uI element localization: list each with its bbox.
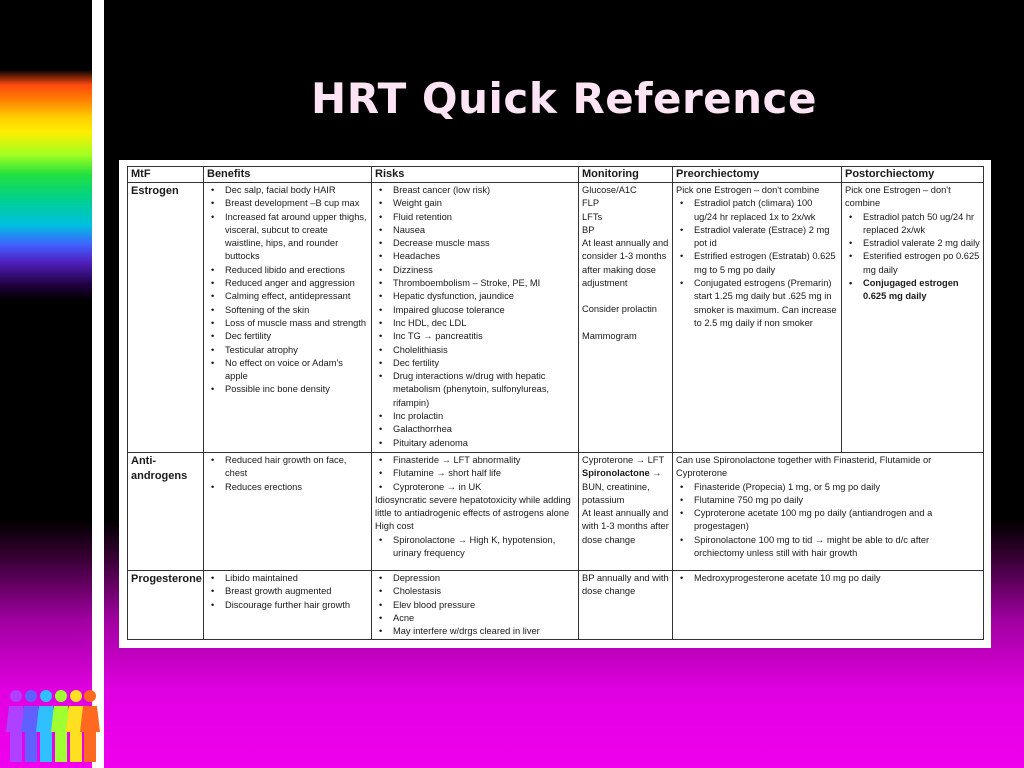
header-preorchiectomy: Preorchiectomy <box>673 167 842 183</box>
list-item: • Libido maintained <box>207 572 368 585</box>
list-item: • Esterified estrogen po 0.625 mg daily <box>845 250 980 277</box>
estrogen-postorchiectomy <box>842 183 984 453</box>
spacer <box>582 290 669 303</box>
row-label-progesterone: Progesterone <box>128 571 204 640</box>
monitoring-line: At least annually and with 1-3 months after dose change <box>582 508 669 545</box>
estrogen-benefits <box>204 183 372 453</box>
list-item: • Discourage further hair growth <box>207 599 368 612</box>
monitoring-line: Mammogram <box>582 330 637 341</box>
list-item: • Dec fertility <box>375 357 575 370</box>
list-item: • Finasteride (Propecia) 1 mg, or 5 mg po daily <box>676 481 980 494</box>
list-item: • Estradiol valerate (Estrace) 2 mg pot id <box>676 224 838 251</box>
anti-androgens-risks <box>372 453 579 571</box>
list-item: • Estradiol valerate 2 mg daily <box>845 237 980 250</box>
anti-androgens-risks-list <box>375 454 575 494</box>
risk-note: High cost <box>375 521 414 532</box>
progesterone-benefits-list <box>207 572 368 612</box>
monitoring-line: Glucose/A1C <box>582 185 637 195</box>
list-item: • Decrease muscle mass <box>375 237 575 250</box>
estrogen-post-list <box>845 211 980 304</box>
progesterone-pre-list <box>676 572 980 585</box>
list-item: • Calming effect, antidepressant <box>207 290 368 303</box>
list-item: • Cholelithiasis <box>375 344 575 357</box>
list-item: • Cyproterone → in UK <box>375 481 575 494</box>
monitoring-line: Spironolactone → <box>582 468 662 479</box>
header-risks: Risks <box>372 167 579 183</box>
list-item: • Dizziness <box>375 264 575 277</box>
rainbow-strip <box>0 0 92 768</box>
reference-table <box>127 166 984 640</box>
list-item: • Drug interactions w/drug with hepatic metabolism (phenytoin, sulfonylureas, rifampin) <box>375 370 575 410</box>
list-item: • Nausea <box>375 224 575 237</box>
spacer <box>582 317 669 330</box>
anti-androgens-risks-list-2 <box>375 534 575 561</box>
header-benefits: Benefits <box>204 167 372 183</box>
list-item: • Testicular atrophy <box>207 344 368 357</box>
list-item: • Estradiol patch 50 ug/24 hr replaced 2x/wk <box>845 211 980 238</box>
risk-note: Idiosyncratic severe hepatotoxicity while adding little to antiadrogenic effects of astrogens alone <box>375 494 571 519</box>
estrogen-risks <box>372 183 579 453</box>
list-item: • Softening of the skin <box>207 304 368 317</box>
list-item: • Reduced libido and erections <box>207 264 368 277</box>
progesterone-risks-list <box>375 572 575 638</box>
list-item: • Inc TG → pancreatitis <box>375 330 575 343</box>
table-row-progesterone <box>128 571 984 640</box>
table-header-row <box>128 167 984 183</box>
monitoring-line: FLP <box>582 198 600 209</box>
list-item: • Breast cancer (low risk) <box>375 184 575 197</box>
list-item: • Acne <box>375 612 575 625</box>
anti-androgens-benefits <box>204 453 372 571</box>
anti-androgens-intro: Can use Spironolactone together with Finasterid, Flutamide or Cyproterone <box>676 455 932 479</box>
monitoring-line: LFTs <box>582 211 603 222</box>
estrogen-pre-list <box>676 197 838 330</box>
list-item: • Reduced anger and aggression <box>207 277 368 290</box>
list-item: • Dec salp, facial body HAIR <box>207 184 368 197</box>
list-item: • Dec fertility <box>207 330 368 343</box>
list-item: • No effect on voice or Adam's apple <box>207 357 368 384</box>
list-item: • Impaired glucose tolerance <box>375 304 575 317</box>
list-item: • Spironolactone 100 mg to tid → might be able to d/c after orchiectomy unless still with hair growth <box>676 534 980 561</box>
slide-title: HRT Quick Reference <box>311 74 817 123</box>
list-item: • Fluid retention <box>375 211 575 224</box>
monitoring-line: At least annually and consider 1-3 months after making dose adjustment <box>582 238 669 289</box>
list-item: • Inc prolactin <box>375 410 575 423</box>
estrogen-benefits-list <box>207 184 368 397</box>
list-item: • Medroxyprogesterone acetate 10 mg po daily <box>676 572 980 585</box>
list-item: • Depression <box>375 572 575 585</box>
anti-androgens-benefits-list <box>207 454 368 494</box>
header-mtf: MtF <box>128 167 204 183</box>
list-item: • Finasteride → LFT abnormality <box>375 454 575 467</box>
preorchiectomy-intro: Pick one Estrogen – don't combine <box>676 185 820 195</box>
table-row-anti-androgens <box>128 453 984 571</box>
list-item: • Elev blood pressure <box>375 599 575 612</box>
list-item: • Breast growth augmented <box>207 585 368 598</box>
anti-androgens-pre-list <box>676 481 980 561</box>
list-item: • Weight gain <box>375 197 575 210</box>
row-label-estrogen: Estrogen <box>128 183 204 453</box>
list-item: • Increased fat around upper thighs, visceral, subcut to create waistline, hips, and rounder buttocks <box>207 211 368 264</box>
white-divider <box>92 0 104 768</box>
postorchiectomy-intro: Pick one Estrogen – don't combine <box>845 185 951 209</box>
list-item: • Reduces erections <box>207 481 368 494</box>
header-postorchiectomy: Postorchiectomy <box>842 167 984 183</box>
list-item: • Flutamine 750 mg po daily <box>676 494 980 507</box>
monitoring-line: BP <box>582 224 595 235</box>
reference-table-container <box>119 160 991 648</box>
anti-androgens-orchiectomy <box>673 453 984 571</box>
list-item: • Estradiol patch (climara) 100 ug/24 hr replaced 1x to 2x/wk <box>676 197 838 224</box>
anti-androgens-monitoring <box>579 453 673 571</box>
list-item: • Cholestasis <box>375 585 575 598</box>
monitoring-line: BUN, creatinine, potassium <box>582 481 650 505</box>
list-item: • May interfere w/drgs cleared in liver <box>375 625 575 638</box>
monitoring-line: Consider prolactin <box>582 304 657 315</box>
list-item: • Breast development –B cup max <box>207 197 368 210</box>
list-item: • Headaches <box>375 250 575 263</box>
estrogen-preorchiectomy <box>673 183 842 453</box>
people-logo-icon <box>4 686 100 766</box>
list-item: • Inc HDL, dec LDL <box>375 317 575 330</box>
monitoring-line: Cyproterone → LFT <box>582 455 665 465</box>
estrogen-monitoring <box>579 183 673 453</box>
list-item: • Flutamine → short half life <box>375 467 575 480</box>
list-item: • Conjugated estrogens (Premarin) start 1.25 mg daily but .625 mg in smoker is maximum. Can increase to 2.5 mg daily if non smoker <box>676 277 838 330</box>
list-item: • Galacthorrhea <box>375 423 575 436</box>
list-item: • Conjugaged estrogen 0.625 mg daily <box>845 277 980 304</box>
list-item: • Reduced hair growth on face, chest <box>207 454 368 481</box>
estrogen-risks-list <box>375 184 575 450</box>
list-item: • Loss of muscle mass and strength <box>207 317 368 330</box>
header-monitoring: Monitoring <box>579 167 673 183</box>
progesterone-risks <box>372 571 579 640</box>
table-row-estrogen <box>128 183 984 453</box>
list-item: • Spironolactone → High K, hypotension, urinary frequency <box>375 534 575 561</box>
progesterone-monitoring: BP annually and with dose change <box>579 571 673 640</box>
progesterone-benefits <box>204 571 372 640</box>
list-item: • Cyproterone acetate 100 mg po daily (antiandrogen and a progestagen) <box>676 507 980 534</box>
list-item: • Possible inc bone density <box>207 383 368 396</box>
list-item: • Pituitary adenoma <box>375 437 575 450</box>
list-item: • Estrified estrogen (Estratab) 0.625 mg to 5 mg po daily <box>676 250 838 277</box>
progesterone-orchiectomy <box>673 571 984 640</box>
list-item: • Hepatic dysfunction, jaundice <box>375 290 575 303</box>
person-figure <box>80 690 100 762</box>
row-label-anti-androgens: Anti-androgens <box>128 453 204 571</box>
list-item: • Thromboembolism – Stroke, PE, MI <box>375 277 575 290</box>
